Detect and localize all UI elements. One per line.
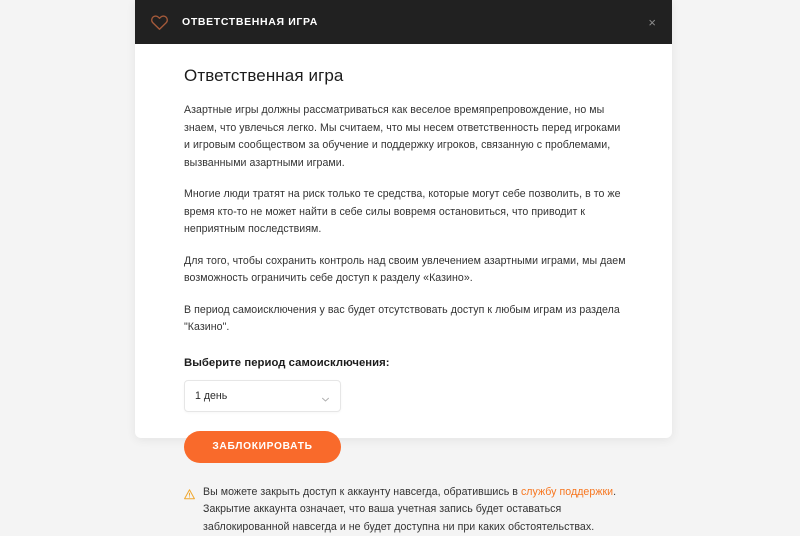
notice-text-before: Вы можете закрыть доступ к аккаунту навсегда, обратившись в <box>203 486 521 498</box>
chevron-down-icon <box>321 391 330 400</box>
notice-text <box>203 484 624 536</box>
period-select-value: 1 день <box>195 390 321 402</box>
paragraph-intro: Азартные игры должны рассматриваться как веселое времяпрепровождение, но мы знаем, что увлечься легко. Мы считаем, что мы несем ответственность перед игроками и игровым сообществом за обучение и поддержку игроков, связанную с проблемами, вызванными азартными играми. <box>184 102 628 172</box>
paragraph-selfexclusion: В период самоисключения у вас будет отсутствовать доступ к любым играм из раздела "Казино". <box>184 302 628 337</box>
support-link[interactable]: службу поддержки <box>521 486 613 498</box>
account-closure-notice <box>184 484 628 536</box>
responsible-gaming-modal <box>135 0 672 438</box>
close-icon[interactable]: × <box>645 12 659 33</box>
block-button[interactable]: ЗАБЛОКИРОВАТЬ <box>184 431 341 463</box>
page-title: Ответственная игра <box>184 66 628 86</box>
paragraph-risk: Многие люди тратят на риск только те средства, которые могут себе позволить, в то же время кто-то не может найти в себе силы вовремя остановиться, что приводит к неприятным последствиям. <box>184 186 628 239</box>
paragraph-control: Для того, чтобы сохранить контроль над своим увлечением азартными играми, мы даем возможность ограничить себе доступ к разделу «Казино». <box>184 253 628 288</box>
modal-header-title: ОТВЕТСТВЕННАЯ ИГРА <box>182 16 645 28</box>
heart-icon <box>150 13 169 32</box>
modal-body <box>135 44 672 536</box>
period-select-label: Выберите период самоисключения: <box>184 357 628 369</box>
modal-header <box>135 0 672 44</box>
period-select[interactable] <box>184 380 341 412</box>
warning-icon <box>184 487 195 498</box>
notice-text-after: . Закрытие аккаунта означает, что ваша учетная запись будет оставаться заблокированной навсегда и не будет доступна ни при каких обстоятельствах. <box>203 486 616 533</box>
